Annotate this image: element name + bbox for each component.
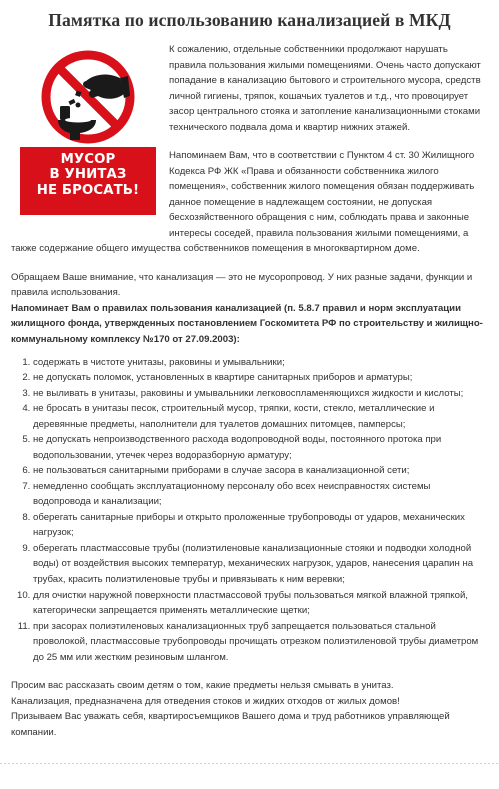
rule-item: 1. содержать в чистоте унитазы, раковины и умывальники; [33, 355, 488, 371]
rules-list [11, 355, 488, 666]
rules-heading [11, 301, 488, 348]
rule-item: 5. не допускать непроизводственного расхода водопроводной воды, постоянного протока при водопользовании, утечек через водоразборную арматуру; [33, 432, 488, 463]
rules-intro-section [11, 270, 488, 348]
rule-item: 11. при засорах полиэтиленовых канализационных труб запрещается пользоваться стальной проволокой, пластмассовые трубопроводы прочищать отрезком полиэтиленовой трубы диаметром до 25 мм или жестким резиновым шлангом. [33, 619, 488, 666]
rules-heading-reference: (п. 5.8.7 правил и норм эксплуатации жилищного фонда, утвержденных постановлением Госкомитета РФ по строительству и жилищно-коммунальному комплексу №170 от 27.09.2003): [11, 302, 483, 346]
rule-item: 2. не допускать поломок, установленных в квартире санитарных приборов и арматуры; [33, 370, 488, 386]
rules-heading-main: Напоминает Вам о правилах пользования канализацией [11, 302, 282, 314]
poster-caption-line: МУСОР [60, 151, 116, 167]
rule-item: 3. не выливать в унитазы, раковины и умывальники легковоспламеняющихся жидкости и кислоты; [33, 386, 488, 402]
poster-caption-line: В УНИТАЗ [49, 167, 127, 183]
rule-item: 8. оберегать санитарные приборы и открыто проложенные трубопроводы от ударов, механических нагрузок; [33, 510, 488, 541]
poster-caption [20, 147, 156, 215]
closing-paragraph: Призываем Вас уважать себя, квартиросъемщиков Вашего дома и труд работников управляющей компании. [11, 711, 450, 738]
rule-item: 6. не пользоваться санитарными приборами в случае засора в канализационной сети; [33, 463, 488, 479]
closing-section [11, 678, 488, 740]
bottom-divider [0, 763, 499, 764]
rule-item: 10. для очистки наружной поверхности пластмассовой трубы пользоваться мягкой влажной тряпкой, категорически запрещается применять металлические щетки; [33, 588, 488, 619]
rule-item: 7. немедленно сообщать эксплуатационному персоналу обо всех неисправностях системы водопровода и канализации; [33, 479, 488, 510]
intro-paragraph: Напоминаем Вам, что в соответствии с Пунктом 4 ст. 30 Жилищного Кодекса РФ ЖК «Права и обязанности собственника жилого помещения», собственник жилого помещения обязан поддерживать данное помещение в надлежащем состоянии, не допуская бесхозяйственного обращения с ним, соблюдать права и законные интересы соседей, правила пользования жилыми помещениями, а также содержание общего имущества собственников помещения в многоквартирном доме. [11, 150, 475, 255]
rule-item: 4. не бросать в унитазы песок, строительный мусор, тряпки, кости, стекло, металлические и деревянные предметы, наполнители для туалетов домашних питомцев, памперсы; [33, 401, 488, 432]
intro-paragraph: К сожалению, отдельные собственники продолжают нарушать правила пользования жилыми помещениями. Очень часто допускают попадание в канализацию бытового и строительного мусора, средств личной гигиены, тряпок, кошачьих туалетов и т.д., что провоцирует засор центрального стояка и затопление канализационными стоками технического подвала дома и квартир нижних этажей. [169, 43, 481, 133]
rule-item: 9. оберегать пластмассовые трубы (полиэтиленовые канализационные стояки и подводки холодной воды) от воздействия высоких температур, механических нагрузок, ударов, нанесения царапин на трубах, красить полиэтиленовые трубы и привязывать к ним веревки; [33, 541, 488, 588]
poster-caption-line: НЕ БРОСАТЬ! [36, 182, 140, 198]
page-title: Памятка по использованию канализацией в МКД [48, 10, 451, 30]
closing-paragraph: Просим вас рассказать своим детям о том, какие предметы нельзя смывать в унитаз. [11, 680, 394, 692]
closing-paragraph: Канализация, предназначена для отведения стоков и жидких отходов от жилых домов! [11, 695, 400, 707]
notice-paragraph: Обращаем Ваше внимание, что канализация — это не мусоропровод. У них разные задачи, функции и правила использования. [11, 271, 473, 299]
poster-image [16, 48, 161, 220]
